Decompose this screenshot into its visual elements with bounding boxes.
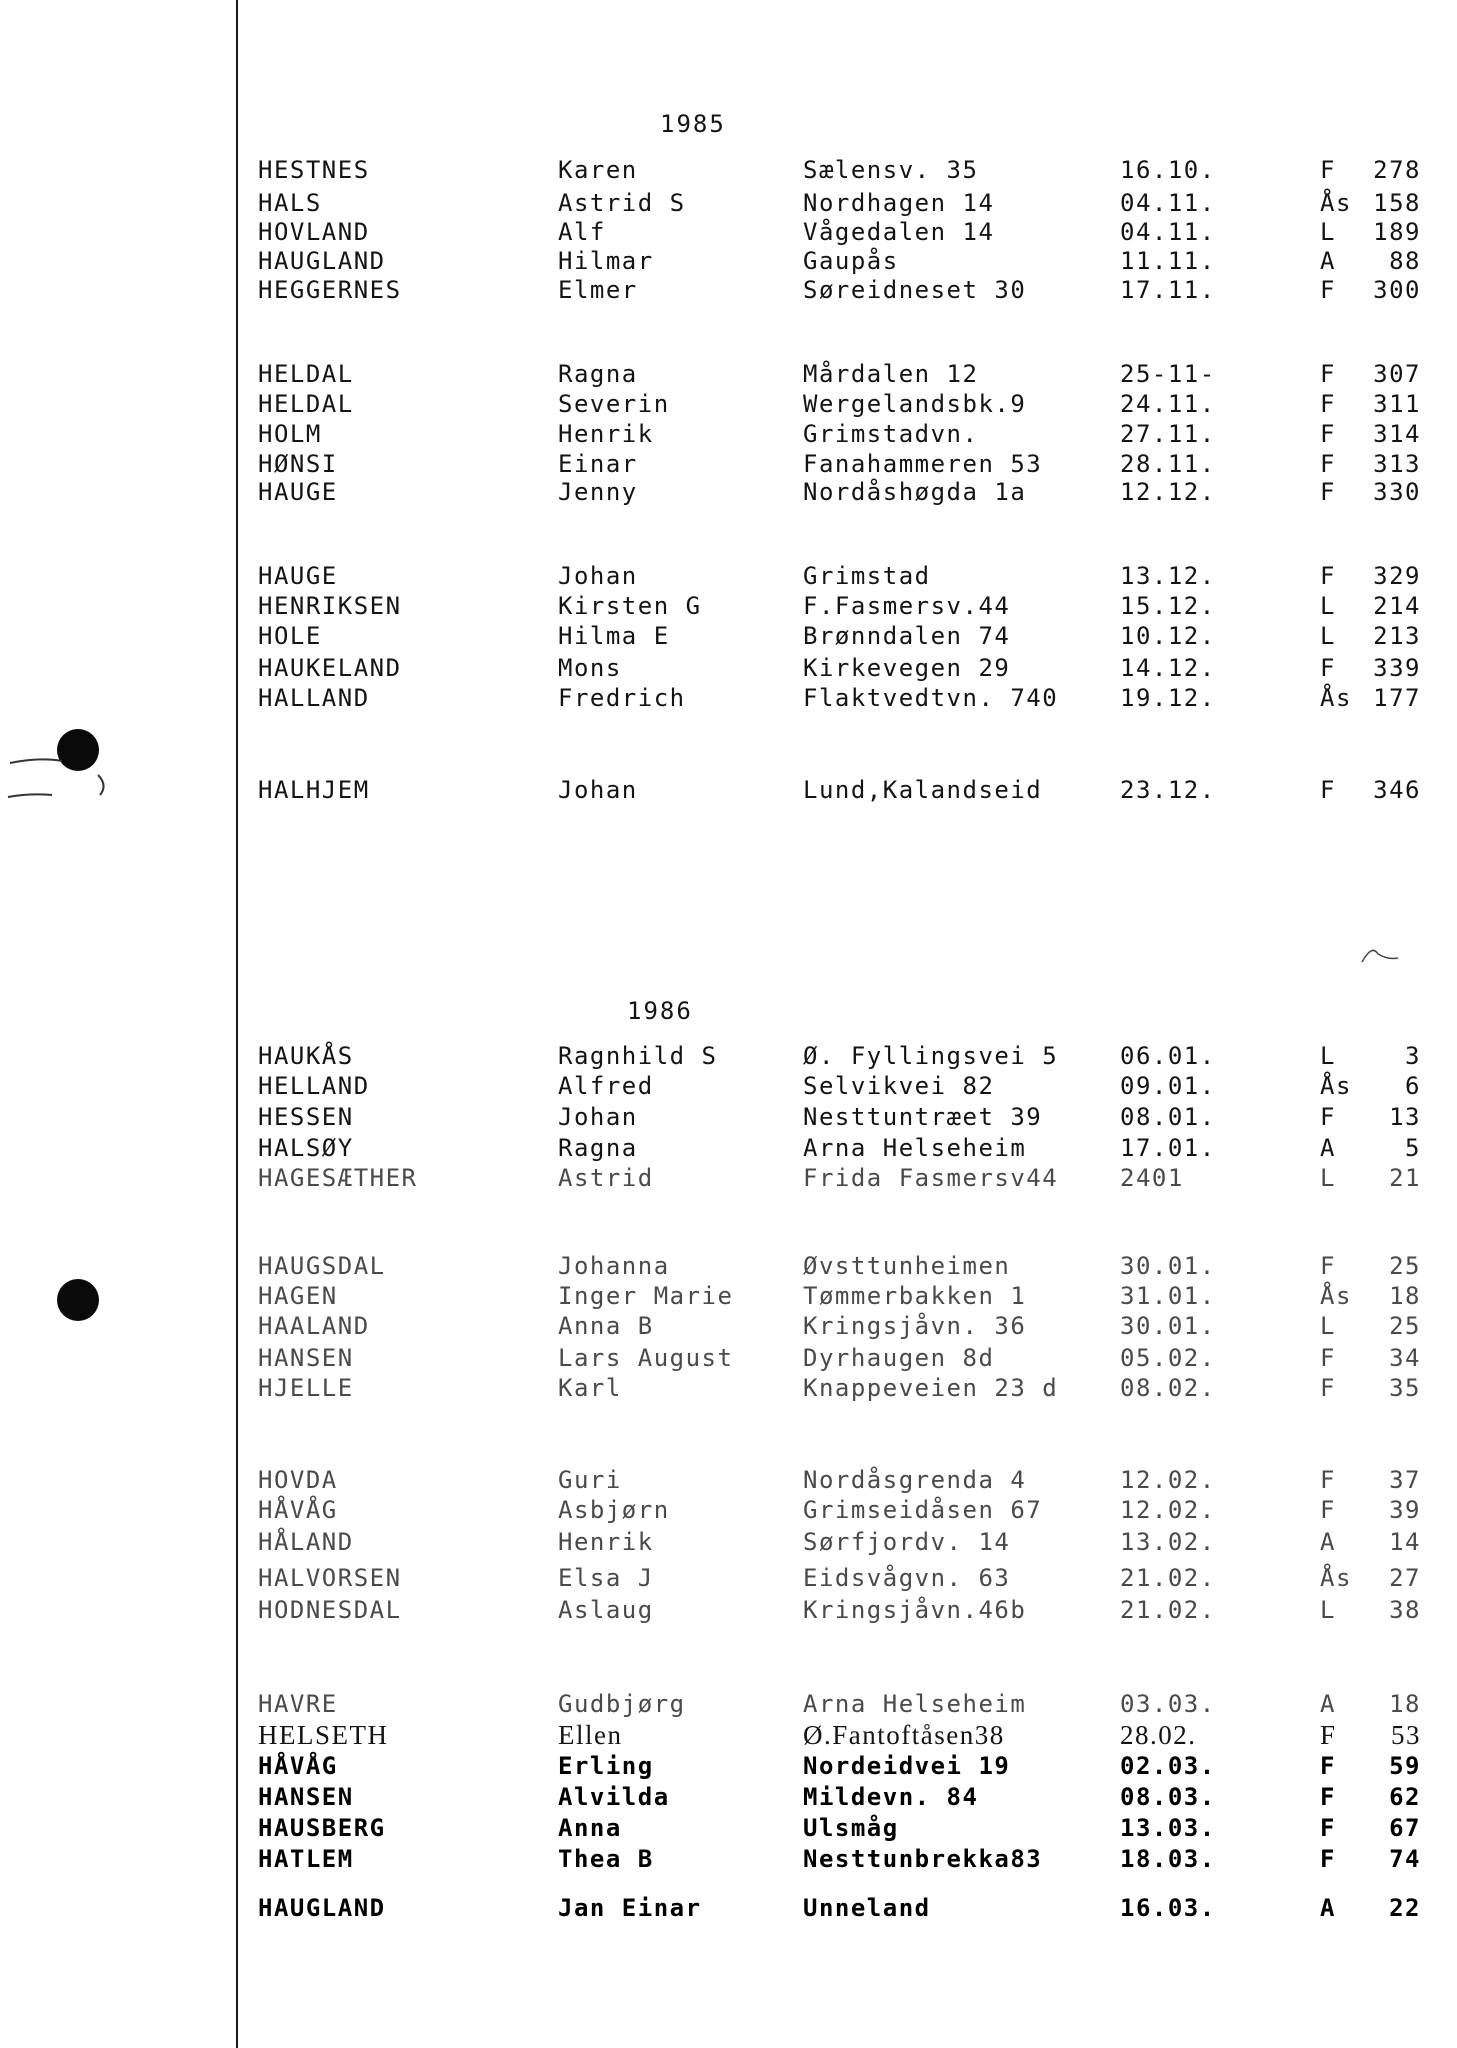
surname: HELSETH xyxy=(258,1720,389,1750)
number: 3 xyxy=(1405,1042,1421,1070)
address: Unneland xyxy=(803,1894,931,1922)
table-row xyxy=(0,1496,1457,1526)
date: 02.03. xyxy=(1120,1752,1216,1780)
address: Frida Fasmersv44 xyxy=(803,1164,1059,1192)
address: Kringsjåvn. 36 xyxy=(803,1312,1027,1340)
address: Knappeveien 23 d xyxy=(803,1374,1059,1402)
code: A xyxy=(1320,1134,1336,1162)
date: 05.02. xyxy=(1120,1344,1216,1372)
surname: HOVLAND xyxy=(258,218,370,246)
address: Dyrhaugen 8d xyxy=(803,1344,995,1372)
number: 300 xyxy=(1373,276,1421,304)
number: 311 xyxy=(1373,390,1421,418)
date: 31.01. xyxy=(1120,1282,1216,1310)
table-row xyxy=(0,622,1457,652)
surname: HOVDA xyxy=(258,1466,338,1494)
table-row xyxy=(0,450,1457,480)
address: Kirkevegen 29 xyxy=(803,654,1011,682)
number: 22 xyxy=(1389,1894,1421,1922)
date: 12.02. xyxy=(1120,1466,1216,1494)
address: Fanahammeren 53 xyxy=(803,450,1043,478)
first-name: Johan xyxy=(558,562,638,590)
code: F xyxy=(1320,562,1336,590)
date: 15.12. xyxy=(1120,592,1216,620)
first-name: Karen xyxy=(558,156,638,184)
code: F xyxy=(1320,1814,1336,1842)
first-name: Alf xyxy=(558,218,606,246)
code: L xyxy=(1320,622,1336,650)
first-name: Inger Marie xyxy=(558,1282,734,1310)
surname: HJELLE xyxy=(258,1374,354,1402)
first-name: Astrid xyxy=(558,1164,654,1192)
date: 10.12. xyxy=(1120,622,1216,650)
code: F xyxy=(1320,776,1336,804)
date: 16.03. xyxy=(1120,1894,1216,1922)
first-name: Fredrich xyxy=(558,684,686,712)
table-row xyxy=(0,1894,1457,1924)
surname: HAUGE xyxy=(258,478,338,506)
code: F xyxy=(1320,654,1336,682)
address: Grimseidåsen 67 xyxy=(803,1496,1043,1524)
date: 12.02. xyxy=(1120,1496,1216,1524)
surname: HANSEN xyxy=(258,1783,354,1811)
number: 177 xyxy=(1373,684,1421,712)
surname: HÅVÅG xyxy=(258,1752,338,1780)
surname: HESTNES xyxy=(258,156,370,184)
date: 28.11. xyxy=(1120,450,1216,478)
code: F xyxy=(1320,1783,1336,1811)
first-name: Severin xyxy=(558,390,670,418)
number: 314 xyxy=(1373,420,1421,448)
date: 21.02. xyxy=(1120,1596,1216,1624)
table-row xyxy=(0,1752,1457,1782)
first-name: Elmer xyxy=(558,276,638,304)
date: 13.03. xyxy=(1120,1814,1216,1842)
code: A xyxy=(1320,1894,1336,1922)
surname: HALVORSEN xyxy=(258,1564,402,1592)
address: Flaktvedtvn. 740 xyxy=(803,684,1059,712)
surname: HATLEM xyxy=(258,1845,354,1873)
first-name: Lars August xyxy=(558,1344,734,1372)
number: 25 xyxy=(1389,1252,1421,1280)
date: 14.12. xyxy=(1120,654,1216,682)
first-name: Alvilda xyxy=(558,1783,670,1811)
table-row xyxy=(0,1374,1457,1404)
code: F xyxy=(1320,1374,1336,1402)
table-row xyxy=(0,562,1457,592)
address: Wergelandsbk.9 xyxy=(803,390,1027,418)
address: Lund,Kalandseid xyxy=(803,776,1043,804)
address: Brønndalen 74 xyxy=(803,622,1011,650)
surname: HÅLAND xyxy=(258,1528,354,1556)
code: F xyxy=(1320,1466,1336,1494)
date: 08.02. xyxy=(1120,1374,1216,1402)
code: F xyxy=(1320,276,1336,304)
first-name: Jan Einar xyxy=(558,1894,702,1922)
first-name: Ragnhild S xyxy=(558,1042,718,1070)
code: Ås xyxy=(1320,1282,1352,1310)
date: 21.02. xyxy=(1120,1564,1216,1592)
number: 346 xyxy=(1373,776,1421,804)
address: Nordåshøgda 1a xyxy=(803,478,1027,506)
surname: HAALAND xyxy=(258,1312,370,1340)
number: 214 xyxy=(1373,592,1421,620)
table-row xyxy=(0,1690,1457,1720)
table-row xyxy=(0,1042,1457,1072)
number: 67 xyxy=(1389,1814,1421,1842)
date: 04.11. xyxy=(1120,218,1216,246)
table-row xyxy=(0,1282,1457,1312)
table-row xyxy=(0,276,1457,306)
surname: HAGESÆTHER xyxy=(258,1164,418,1192)
code: F xyxy=(1320,1103,1336,1131)
number: 13 xyxy=(1389,1103,1421,1131)
address: Mildevn. 84 xyxy=(803,1783,979,1811)
date: 08.03. xyxy=(1120,1783,1216,1811)
first-name: Anna B xyxy=(558,1312,654,1340)
address: F.Fasmersv.44 xyxy=(803,592,1011,620)
table-row xyxy=(0,156,1457,186)
surname: HESSEN xyxy=(258,1103,354,1131)
number: 27 xyxy=(1389,1564,1421,1592)
first-name: Jenny xyxy=(558,478,638,506)
first-name: Alfred xyxy=(558,1072,654,1100)
code: L xyxy=(1320,592,1336,620)
address: Ø. Fyllingsvei 5 xyxy=(803,1042,1059,1070)
table-row xyxy=(0,1814,1457,1844)
code: Ås xyxy=(1320,1072,1352,1100)
number: 37 xyxy=(1389,1466,1421,1494)
table-row xyxy=(0,1103,1457,1133)
table-row xyxy=(0,1528,1457,1558)
date: 24.11. xyxy=(1120,390,1216,418)
code: L xyxy=(1320,1042,1336,1070)
surname: HOLM xyxy=(258,420,322,448)
table-row xyxy=(0,592,1457,622)
date: 09.01. xyxy=(1120,1072,1216,1100)
first-name: Aslaug xyxy=(558,1596,654,1624)
year-heading-1986: 1986 xyxy=(627,997,693,1025)
address: Nesttunbrekka83 xyxy=(803,1845,1043,1873)
number: 88 xyxy=(1389,247,1421,275)
table-row xyxy=(0,390,1457,420)
code: L xyxy=(1320,1596,1336,1624)
surname: HALHJEM xyxy=(258,776,370,804)
year-heading-1985: 1985 xyxy=(660,110,726,138)
number: 278 xyxy=(1373,156,1421,184)
first-name: Anna xyxy=(558,1814,622,1842)
address: Nesttuntræet 39 xyxy=(803,1103,1043,1131)
date: 13.02. xyxy=(1120,1528,1216,1556)
first-name: Kirsten G xyxy=(558,592,702,620)
first-name: Gudbjørg xyxy=(558,1690,686,1718)
table-row xyxy=(0,420,1457,450)
address: Ø.Fantoftåsen38 xyxy=(803,1720,1005,1750)
date: 27.11. xyxy=(1120,420,1216,448)
first-name: Ragna xyxy=(558,360,638,388)
table-row xyxy=(0,776,1457,806)
number: 18 xyxy=(1389,1690,1421,1718)
first-name: Hilmar xyxy=(558,247,654,275)
table-row xyxy=(0,1564,1457,1594)
number: 35 xyxy=(1389,1374,1421,1402)
first-name: Ragna xyxy=(558,1134,638,1162)
address: Sørfjordv. 14 xyxy=(803,1528,1011,1556)
date: 06.01. xyxy=(1120,1042,1216,1070)
surname: HANSEN xyxy=(258,1344,354,1372)
code: A xyxy=(1320,1690,1336,1718)
code: L xyxy=(1320,218,1336,246)
date: 16.10. xyxy=(1120,156,1216,184)
table-row xyxy=(0,684,1457,714)
number: 189 xyxy=(1373,218,1421,246)
first-name: Guri xyxy=(558,1466,622,1494)
table-row xyxy=(0,1845,1457,1875)
number: 307 xyxy=(1373,360,1421,388)
number: 25 xyxy=(1389,1312,1421,1340)
surname: HEGGERNES xyxy=(258,276,402,304)
first-name: Mons xyxy=(558,654,622,682)
table-row xyxy=(0,247,1457,277)
address: Grimstadvn. xyxy=(803,420,979,448)
surname: HAUGE xyxy=(258,562,338,590)
code: F xyxy=(1320,1344,1336,1372)
table-row xyxy=(0,1072,1457,1102)
code: L xyxy=(1320,1312,1336,1340)
surname: HAUGLAND xyxy=(258,1894,386,1922)
surname: HALSØY xyxy=(258,1134,354,1162)
address: Selvikvei 82 xyxy=(803,1072,995,1100)
date: 08.01. xyxy=(1120,1103,1216,1131)
number: 313 xyxy=(1373,450,1421,478)
code: F xyxy=(1320,420,1336,448)
address: Nordåsgrenda 4 xyxy=(803,1466,1027,1494)
surname: HAUGSDAL xyxy=(258,1252,386,1280)
number: 6 xyxy=(1405,1072,1421,1100)
address: Nordhagen 14 xyxy=(803,189,995,217)
number: 39 xyxy=(1389,1496,1421,1524)
address: Arna Helseheim xyxy=(803,1134,1027,1162)
date: 18.03. xyxy=(1120,1845,1216,1873)
surname: HAUSBERG xyxy=(258,1814,386,1842)
number: 21 xyxy=(1389,1164,1421,1192)
surname: HALLAND xyxy=(258,684,370,712)
table-row xyxy=(0,189,1457,219)
code: F xyxy=(1320,450,1336,478)
table-row xyxy=(0,1466,1457,1496)
first-name: Henrik xyxy=(558,420,654,448)
date: 04.11. xyxy=(1120,189,1216,217)
table-row xyxy=(0,1252,1457,1282)
number: 18 xyxy=(1389,1282,1421,1310)
code: F xyxy=(1320,360,1336,388)
table-row xyxy=(0,1783,1457,1813)
surname: HAVRE xyxy=(258,1690,338,1718)
table-row xyxy=(0,1596,1457,1626)
table-row xyxy=(0,1720,1457,1750)
first-name: Johan xyxy=(558,776,638,804)
first-name: Einar xyxy=(558,450,638,478)
first-name: Astrid S xyxy=(558,189,686,217)
address: Arna Helseheim xyxy=(803,1690,1027,1718)
number: 62 xyxy=(1389,1783,1421,1811)
table-row xyxy=(0,1312,1457,1342)
number: 59 xyxy=(1389,1752,1421,1780)
number: 213 xyxy=(1373,622,1421,650)
date: 13.12. xyxy=(1120,562,1216,590)
first-name: Johan xyxy=(558,1103,638,1131)
surname: HAUGLAND xyxy=(258,247,386,275)
surname: HOLE xyxy=(258,622,322,650)
surname: HAUKELAND xyxy=(258,654,402,682)
surname: HELDAL xyxy=(258,360,354,388)
address: Tømmerbakken 1 xyxy=(803,1282,1027,1310)
address: Sælensv. 35 xyxy=(803,156,979,184)
address: Ulsmåg xyxy=(803,1814,899,1842)
date: 17.01. xyxy=(1120,1134,1216,1162)
number: 339 xyxy=(1373,654,1421,682)
number: 38 xyxy=(1389,1596,1421,1624)
address: Eidsvågvn. 63 xyxy=(803,1564,1011,1592)
table-row xyxy=(0,478,1457,508)
first-name: Thea B xyxy=(558,1845,654,1873)
surname: HALS xyxy=(258,189,322,217)
address: Nordeidvei 19 xyxy=(803,1752,1011,1780)
code: F xyxy=(1320,478,1336,506)
address: Søreidneset 30 xyxy=(803,276,1027,304)
number: 34 xyxy=(1389,1344,1421,1372)
code: F xyxy=(1320,156,1336,184)
address: Vågedalen 14 xyxy=(803,218,995,246)
table-row xyxy=(0,1164,1457,1194)
pencil-mark xyxy=(1358,940,1408,970)
surname: HENRIKSEN xyxy=(258,592,402,620)
surname: HAUKÅS xyxy=(258,1042,354,1070)
address: Gaupås xyxy=(803,247,899,275)
address: Grimstad xyxy=(803,562,931,590)
first-name: Erling xyxy=(558,1752,654,1780)
table-row xyxy=(0,654,1457,684)
address: Øvsttunheimen xyxy=(803,1252,1011,1280)
date: 17.11. xyxy=(1120,276,1216,304)
date: 19.12. xyxy=(1120,684,1216,712)
number: 158 xyxy=(1373,189,1421,217)
code: A xyxy=(1320,247,1336,275)
surname: HODNESDAL xyxy=(258,1596,402,1624)
code: F xyxy=(1320,1720,1337,1750)
date: 2401 xyxy=(1120,1164,1184,1192)
address: Kringsjåvn.46b xyxy=(803,1596,1027,1624)
date: 28.02. xyxy=(1120,1720,1197,1750)
surname: HAGEN xyxy=(258,1282,338,1310)
first-name: Elsa J xyxy=(558,1564,654,1592)
code: F xyxy=(1320,1496,1336,1524)
number: 329 xyxy=(1373,562,1421,590)
table-row xyxy=(0,1134,1457,1164)
code: L xyxy=(1320,1164,1336,1192)
number: 5 xyxy=(1405,1134,1421,1162)
address: Mårdalen 12 xyxy=(803,360,979,388)
date: 30.01. xyxy=(1120,1312,1216,1340)
table-row xyxy=(0,1344,1457,1374)
first-name: Hilma E xyxy=(558,622,670,650)
first-name: Henrik xyxy=(558,1528,654,1556)
code: F xyxy=(1320,1845,1336,1873)
first-name: Asbjørn xyxy=(558,1496,670,1524)
number: 74 xyxy=(1389,1845,1421,1873)
number: 53 xyxy=(1391,1720,1421,1750)
code: F xyxy=(1320,1752,1336,1780)
code: Ås xyxy=(1320,684,1352,712)
code: F xyxy=(1320,390,1336,418)
date: 23.12. xyxy=(1120,776,1216,804)
date: 30.01. xyxy=(1120,1252,1216,1280)
number: 330 xyxy=(1373,478,1421,506)
surname: HELDAL xyxy=(258,390,354,418)
table-row xyxy=(0,360,1457,390)
date: 03.03. xyxy=(1120,1690,1216,1718)
table-row xyxy=(0,218,1457,248)
date: 12.12. xyxy=(1120,478,1216,506)
surname: HØNSI xyxy=(258,450,338,478)
first-name: Johanna xyxy=(558,1252,670,1280)
number: 14 xyxy=(1389,1528,1421,1556)
first-name: Karl xyxy=(558,1374,622,1402)
code: A xyxy=(1320,1528,1336,1556)
code: Ås xyxy=(1320,1564,1352,1592)
date: 25-11- xyxy=(1120,360,1216,388)
date: 11.11. xyxy=(1120,247,1216,275)
code: F xyxy=(1320,1252,1336,1280)
surname: HÅVÅG xyxy=(258,1496,338,1524)
first-name: Ellen xyxy=(558,1720,623,1750)
surname: HELLAND xyxy=(258,1072,370,1100)
code: Ås xyxy=(1320,189,1352,217)
